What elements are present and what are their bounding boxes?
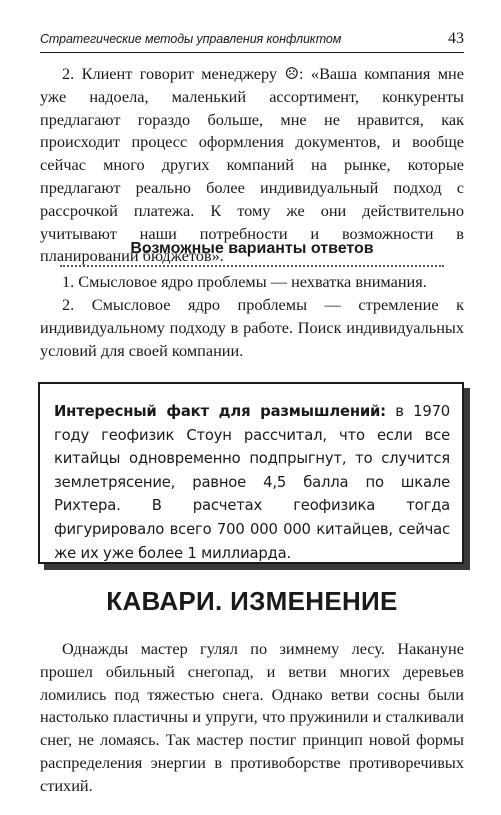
answer-item-1: 1. Смысловое ядро проблемы — нехватка внимания.	[62, 272, 427, 291]
chapter-title: КАВАРИ. ИЗМЕНЕНИЕ	[106, 586, 398, 616]
heading-divider	[60, 265, 444, 267]
answers-heading: Возможные варианты ответов	[130, 240, 374, 257]
running-header	[40, 30, 464, 53]
running-header-title: Стратегические методы управления конфликтом	[40, 32, 342, 46]
answer-item-2: 2. Смысловое ядро проблемы — стремление к индивидуальному подходу в работе. Поиск индивидуальных условий для своей компании.	[40, 295, 464, 360]
fact-text	[54, 400, 450, 565]
fact-body: в 1970 году геофизик Стоун рассчитал, что если все китайцы одновременно подпрыгнут, то случится землетрясение, равное 4,5 балла по шкале Рихтера. В расчетах геофизика тогда фигурировало всего 700 000 000 китайцев, сейчас же их уже более 1 миллиарда.	[54, 403, 450, 562]
fact-label: Интересный факт для размышлений:	[54, 403, 386, 420]
page-number: 43	[448, 30, 464, 47]
paragraph-client-quote: 2. Клиент говорит менеджеру ☹: «Ваша компания мне уже надоела, маленький ассортимент, конкуренты предлагают гораздо больше, мне не нравится, как происходит процесс оформления документов, и вообще сейчас много других компаний на рынке, которые предлагают реально более индивидуальный подход с рассрочкой платежа. К тому же они действительно учитывают наши потребности и возможности в планировании бюджетов».	[40, 64, 464, 266]
fact-box	[38, 382, 464, 564]
chapter-paragraph: Однажды мастер гулял по зимнему лесу. Накануне прошел обильный снегопад, и ветви многих деревьев ломились под тяжестью снега. Однако ветви сосны были настолько пластичны и упруги, что пружинили и сталкивали снег, не ломаясь. Так мастер постиг принцип новой формы распределения энергии в противоборстве противоречивых стихий.	[40, 639, 464, 795]
